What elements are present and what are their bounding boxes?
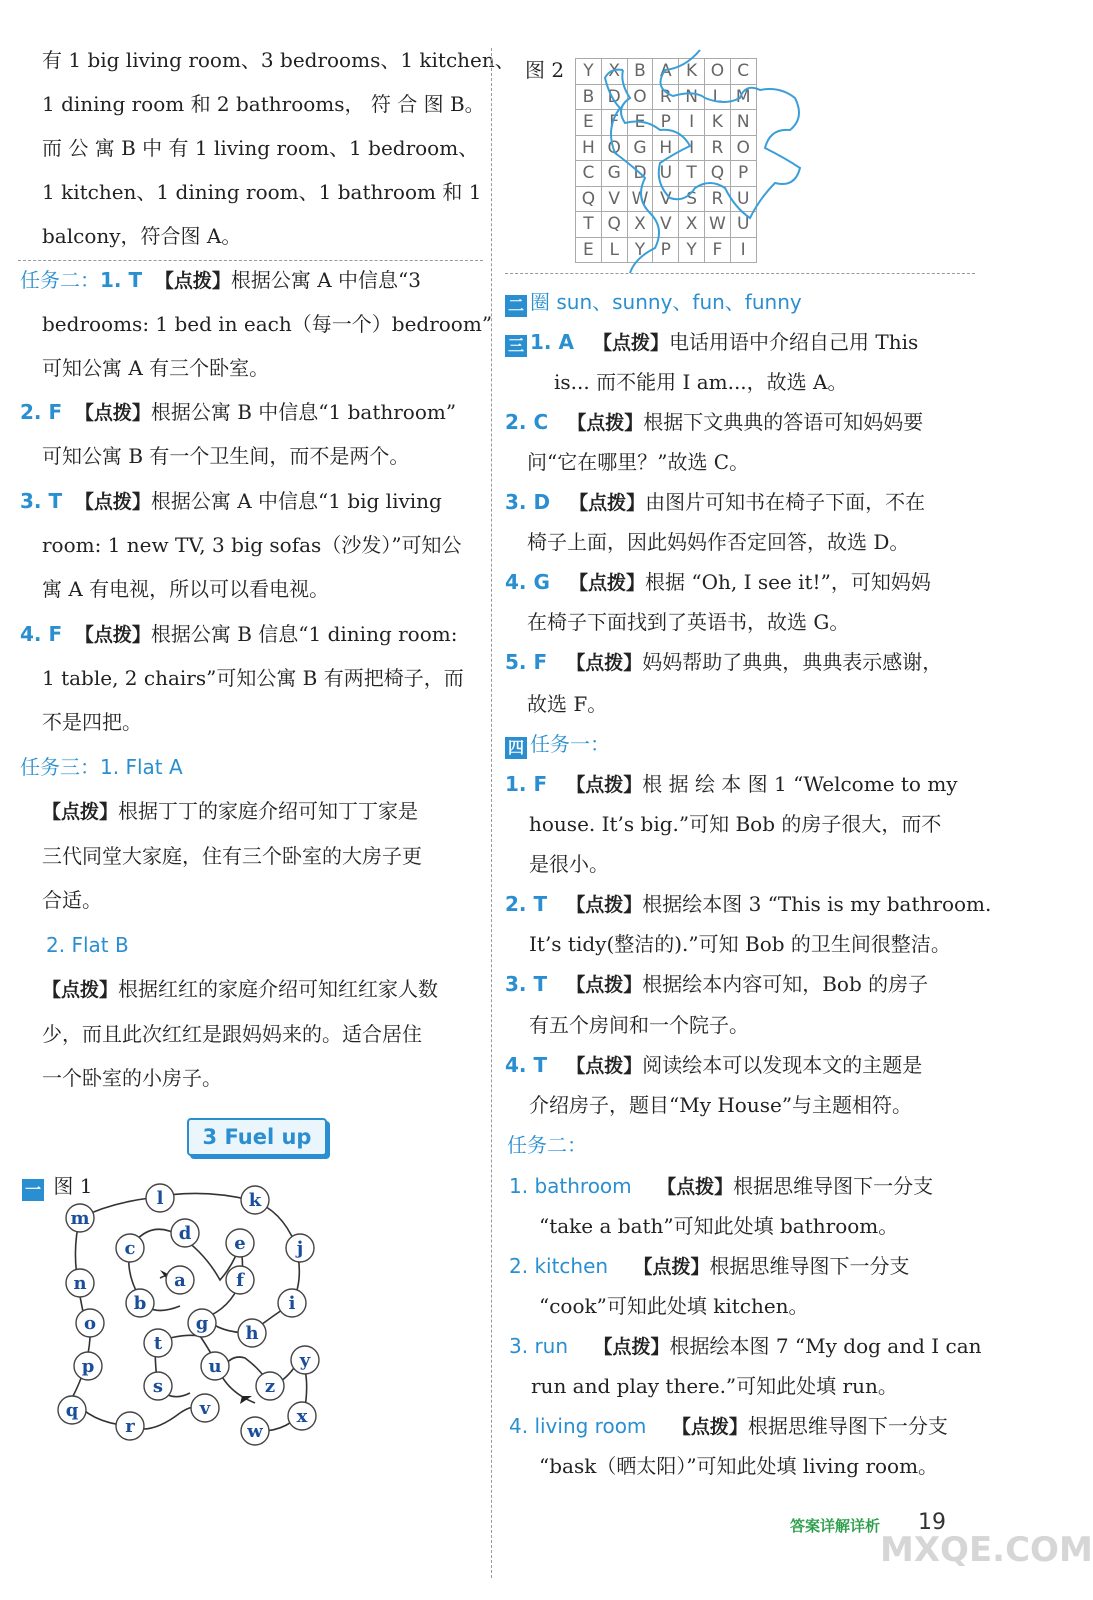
- tip-row: [42, 975, 438, 1004]
- grid-cell: Q: [601, 135, 627, 161]
- tip-label: 【点拨】: [657, 1176, 734, 1198]
- text-line: 是很小。: [529, 852, 609, 876]
- explanation: 根据公寓 B 中信息“1 bathroom”: [150, 400, 457, 424]
- grid-cell: N: [730, 110, 756, 136]
- answer-number: 4. T: [505, 1053, 548, 1077]
- explanation: 根据公寓 A 中信息“3: [230, 268, 421, 292]
- answer-number: 2. C: [505, 410, 549, 434]
- figure-label: 图 1: [53, 1174, 93, 1198]
- section-icon: 二: [505, 295, 527, 317]
- letter-maze: [30, 1168, 350, 1458]
- text-line: balcony，符合图 A。: [42, 224, 242, 248]
- unit-title: 3 Fuel up: [187, 1118, 327, 1156]
- task2-row-1: [20, 266, 421, 295]
- grid-cell: F: [601, 110, 627, 136]
- grid-path: [575, 58, 835, 273]
- answer-number: 3. T: [505, 972, 548, 996]
- grid-cell: W: [704, 212, 730, 238]
- grid-cell: T: [576, 212, 602, 238]
- answer: 1. Flat A: [100, 755, 183, 779]
- tip-label: 【点拨】: [74, 491, 151, 513]
- text-line: bedrooms: 1 bed in each（每一个）bedroom”: [42, 312, 493, 336]
- explanation: 根据思维导图下一分支: [747, 1414, 948, 1438]
- text-line: 三代同堂大家庭，住有三个卧室的大房子更: [42, 844, 422, 868]
- text-line: “cook”可知此处填 kitchen。: [539, 1294, 809, 1318]
- grid-cell: Y: [576, 59, 602, 85]
- maze-node-letter: t: [153, 1333, 163, 1354]
- grid-cell: S: [679, 186, 705, 212]
- tip-label: 【点拨】: [566, 1055, 643, 1077]
- maze-node-letter: i: [288, 1293, 296, 1314]
- answer: 1. bathroom: [509, 1174, 632, 1198]
- grid-cell: F: [704, 237, 730, 263]
- text-line: 少，而且此次红红是跟妈妈来的。适合居住: [42, 1022, 422, 1046]
- text-line: 不是四把。: [42, 710, 142, 734]
- section-3-row-5: [505, 648, 942, 677]
- grid-cell: L: [704, 84, 730, 110]
- maze-node-letter: x: [296, 1406, 308, 1427]
- grid-cell: C: [576, 161, 602, 187]
- text-line: 可知公寓 A 有三个卧室。: [42, 356, 270, 380]
- grid-cell: R: [704, 186, 730, 212]
- text-line: run and play there.”可知此处填 run。: [531, 1374, 898, 1398]
- section-4-header: [505, 730, 610, 759]
- tip-label: 【点拨】: [566, 974, 643, 996]
- grid-cell: I: [679, 135, 705, 161]
- maze-node-letter: n: [73, 1273, 87, 1294]
- grid-cell: P: [653, 237, 679, 263]
- text-line: 问“它在哪里？”故选 C。: [527, 450, 750, 474]
- tip-label: 【点拨】: [593, 332, 670, 354]
- answer-number: 2. F: [20, 400, 63, 424]
- task-label: 任务三：: [20, 755, 100, 779]
- answer: sun、sunny、fun、funny: [556, 290, 802, 314]
- section-3-row-3: [505, 488, 925, 517]
- explanation: 根据红红的家庭介绍可知红红家人数: [118, 977, 439, 1001]
- explanation: 根据下文典典的答语可知妈妈要: [643, 410, 924, 434]
- grid-cell: H: [653, 135, 679, 161]
- text-line: 一个卧室的小房子。: [42, 1066, 222, 1090]
- section-4-row-3: [505, 970, 928, 999]
- text-line: is... 而不能用 I am...，故选 A。: [554, 370, 848, 394]
- answer-number: 5. F: [505, 650, 548, 674]
- task3-row-2: [46, 931, 129, 959]
- text-line: house. It’s big.”可知 Bob 的房子很大，而不: [529, 812, 942, 836]
- text-line: “bask（晒太阳）”可知此处填 living room。: [539, 1454, 939, 1478]
- tip-label: 【点拨】: [569, 492, 646, 514]
- answer-number: 1. T: [100, 268, 143, 292]
- grid-cell: G: [601, 161, 627, 187]
- tip-label: 【点拨】: [671, 1416, 748, 1438]
- answer-number: 1. A: [530, 330, 574, 354]
- tip-label: 【点拨】: [633, 1256, 710, 1278]
- section-2-row: [505, 288, 802, 317]
- text-line: 椅子上面，因此妈妈作否定回答，故选 D。: [527, 530, 910, 554]
- grid-cell: U: [730, 186, 756, 212]
- text-line: 合适。: [42, 888, 102, 912]
- grid-cell: A: [653, 59, 679, 85]
- answer-number: 3. D: [505, 490, 551, 514]
- tip-label: 【点拨】: [74, 624, 151, 646]
- maze-node-letter: d: [178, 1223, 192, 1244]
- grid-cell: U: [730, 212, 756, 238]
- answer-number: 3. T: [20, 489, 63, 513]
- grid-cell: X: [627, 212, 653, 238]
- maze-node-letter: l: [156, 1188, 164, 1209]
- answer: 2. kitchen: [509, 1254, 609, 1278]
- circle-label: 圈: [530, 290, 550, 314]
- maze-node-letter: w: [247, 1421, 263, 1442]
- column-divider: [491, 48, 492, 1578]
- maze-nodes: [58, 1184, 319, 1445]
- grid-cell: Q: [601, 212, 627, 238]
- task-label: 任务一：: [530, 732, 610, 756]
- maze-node-letter: z: [264, 1376, 276, 1397]
- maze-node-letter: c: [124, 1238, 136, 1259]
- maze-node-letter: o: [83, 1313, 97, 1334]
- grid-cell: M: [730, 84, 756, 110]
- explanation: 妈妈帮助了典典，典典表示感谢，: [642, 650, 943, 674]
- section-icon: 三: [505, 335, 527, 357]
- text-line: 寓 A 有电视，所以可以看电视。: [42, 577, 330, 601]
- grid-cell: L: [601, 237, 627, 263]
- grid-cell: P: [653, 110, 679, 136]
- maze-node-letter: f: [236, 1270, 244, 1291]
- grid-cell: V: [653, 212, 679, 238]
- explanation: 阅读绘本可以发现本文的主题是: [642, 1053, 923, 1077]
- maze-node-letter: h: [245, 1323, 259, 1344]
- grid-cell: W: [627, 186, 653, 212]
- maze-node-letter: q: [65, 1400, 79, 1421]
- grid-cell: B: [576, 84, 602, 110]
- answer-number: 1. F: [505, 772, 548, 796]
- text-line: 1 table, 2 chairs”可知公寓 B 有两把椅子，而: [42, 666, 464, 690]
- section-divider: [18, 260, 483, 261]
- grid-cell: X: [601, 59, 627, 85]
- maze-node-letter: p: [81, 1356, 95, 1377]
- task2-row-2: [20, 398, 456, 427]
- grid-cell: V: [653, 186, 679, 212]
- grid-cell: D: [601, 84, 627, 110]
- explanation: 根据 “Oh, I see it!”，可知妈妈: [645, 570, 931, 594]
- tip-label: 【点拨】: [566, 652, 643, 674]
- section-icon: 一: [22, 1179, 44, 1201]
- grid-cell: E: [576, 237, 602, 263]
- answer-number: 4. F: [20, 622, 63, 646]
- explanation: 根据思维导图下一分支: [733, 1174, 934, 1198]
- answer-number: 2. T: [505, 892, 548, 916]
- maze-node-letter: s: [152, 1376, 164, 1397]
- grid-cell: O: [704, 59, 730, 85]
- answer: 3. run: [509, 1334, 569, 1358]
- text-line: 1 kitchen、1 dining room、1 bathroom 和 1: [42, 180, 482, 204]
- maze-node-letter: u: [208, 1356, 222, 1377]
- page-number: 19: [918, 1510, 946, 1535]
- grid-cell: O: [730, 135, 756, 161]
- task2-row-2: [509, 1252, 910, 1281]
- grid-cell: O: [627, 84, 653, 110]
- explanation: 根据绘本图 3 “This is my bathroom.: [642, 892, 992, 916]
- tip-label: 【点拨】: [568, 572, 645, 594]
- grid-cell: T: [679, 161, 705, 187]
- explanation: 电话用语中介绍自己用 This: [669, 330, 919, 354]
- answer: 2. Flat B: [46, 933, 129, 957]
- task2-row-3: [20, 487, 442, 516]
- watermark: MXQE.COM: [880, 1530, 1093, 1570]
- grid-cell: H: [576, 135, 602, 161]
- explanation: 根据丁丁的家庭介绍可知丁丁家是: [118, 799, 419, 823]
- maze-node-letter: g: [195, 1313, 209, 1334]
- grid-cell: E: [576, 110, 602, 136]
- grid-cell: D: [627, 161, 653, 187]
- task2-header: [507, 1131, 587, 1159]
- text-line: 在椅子下面找到了英语书，故选 G。: [527, 610, 850, 634]
- maze-node-letter: m: [70, 1208, 90, 1229]
- explanation: 根据绘本内容可知，Bob 的房子: [642, 972, 929, 996]
- tip-label: 【点拨】: [593, 1336, 670, 1358]
- tip-label: 【点拨】: [566, 894, 643, 916]
- section-icon: 四: [505, 737, 527, 759]
- task-label: 任务二：: [20, 268, 100, 292]
- letter-grid-figure: [575, 58, 757, 263]
- explanation: 根据绘本图 7 “My dog and I can: [669, 1334, 982, 1358]
- grid-cell: K: [704, 110, 730, 136]
- tip-label: 【点拨】: [154, 270, 231, 292]
- task3-row-1: [20, 753, 183, 781]
- grid-cell: Q: [704, 161, 730, 187]
- grid-cell: I: [730, 237, 756, 263]
- text-line: “take a bath”可知此处填 bathroom。: [539, 1214, 899, 1238]
- tip-label: 【点拨】: [42, 801, 119, 823]
- section-3-row-1: [505, 328, 918, 357]
- grid-cell: V: [601, 186, 627, 212]
- tip-label: 【点拨】: [566, 774, 643, 796]
- section-divider: [505, 273, 975, 274]
- tip-label: 【点拨】: [74, 402, 151, 424]
- task2-row-4: [20, 620, 457, 649]
- grid-cell: Y: [679, 237, 705, 263]
- footer-label: 答案详解详析: [790, 1517, 881, 1535]
- grid-cell: Q: [576, 186, 602, 212]
- grid-cell: I: [679, 110, 705, 136]
- text-line: 而 公 寓 B 中 有 1 living room、1 bedroom、: [42, 136, 479, 160]
- task2-row-1: [509, 1172, 933, 1201]
- grid-cell: C: [730, 59, 756, 85]
- tip-row: [42, 797, 418, 826]
- maze-node-letter: k: [248, 1190, 262, 1211]
- text-line: 故选 F。: [527, 692, 608, 716]
- text-line: 有五个房间和一个院子。: [529, 1013, 749, 1037]
- grid-cell: R: [653, 84, 679, 110]
- text-line: It’s tidy(整洁的).”可知 Bob 的卫生间很整洁。: [529, 932, 951, 956]
- grid-cell: G: [627, 135, 653, 161]
- grid-cell: Y: [627, 237, 653, 263]
- section-3-row-2: [505, 408, 923, 437]
- grid-cell: N: [679, 84, 705, 110]
- text-line: 可知公寓 B 有一个卫生间，而不是两个。: [42, 444, 410, 468]
- text-line: room: 1 new TV, 3 big sofas（沙发）”可知公: [42, 533, 462, 557]
- text-line: 介绍房子，题目“My House”与主题相符。: [529, 1093, 913, 1117]
- section-3-row-4: [505, 568, 931, 597]
- explanation: 根据公寓 A 中信息“1 big living: [150, 489, 442, 513]
- maze-node-letter: e: [234, 1233, 246, 1254]
- section-4-row-4: [505, 1051, 922, 1080]
- explanation: 根 据 绘 本 图 1 “Welcome to my: [642, 772, 958, 796]
- maze-node-letter: y: [299, 1350, 311, 1371]
- grid-cell: U: [653, 161, 679, 187]
- explanation: 根据公寓 B 信息“1 dining room:: [150, 622, 458, 646]
- section-4-row-2: [505, 890, 991, 919]
- grid-cell: R: [704, 135, 730, 161]
- grid-cell: K: [679, 59, 705, 85]
- maze-node-letter: a: [174, 1270, 186, 1291]
- grid-cell: P: [730, 161, 756, 187]
- tip-label: 【点拨】: [567, 412, 644, 434]
- explanation: 由图片可知书在椅子下面，不在: [645, 490, 926, 514]
- explanation: 根据思维导图下一分支: [709, 1254, 910, 1278]
- maze-node-letter: v: [199, 1398, 211, 1419]
- text-line: 1 dining room 和 2 bathrooms， 符 合 图 B。: [42, 92, 485, 116]
- path-line: [605, 50, 800, 273]
- tip-label: 【点拨】: [42, 979, 119, 1001]
- grid-cell: E: [627, 110, 653, 136]
- maze-node-letter: r: [125, 1416, 135, 1437]
- answer-number: 4. G: [505, 570, 550, 594]
- task-label: 任务二：: [507, 1133, 587, 1157]
- text-line: 有 1 big living room、3 bedrooms、1 kitchen、: [42, 48, 515, 72]
- grid-cell: B: [627, 59, 653, 85]
- maze-node-letter: b: [133, 1293, 147, 1314]
- task2-row-4: [509, 1412, 948, 1441]
- section-4-row-1: [505, 770, 958, 799]
- task2-row-3: [509, 1332, 982, 1361]
- answer: 4. living room: [509, 1414, 647, 1438]
- maze-node-letter: j: [296, 1238, 304, 1259]
- figure-label: 图 2: [525, 58, 565, 82]
- grid-cell: X: [679, 212, 705, 238]
